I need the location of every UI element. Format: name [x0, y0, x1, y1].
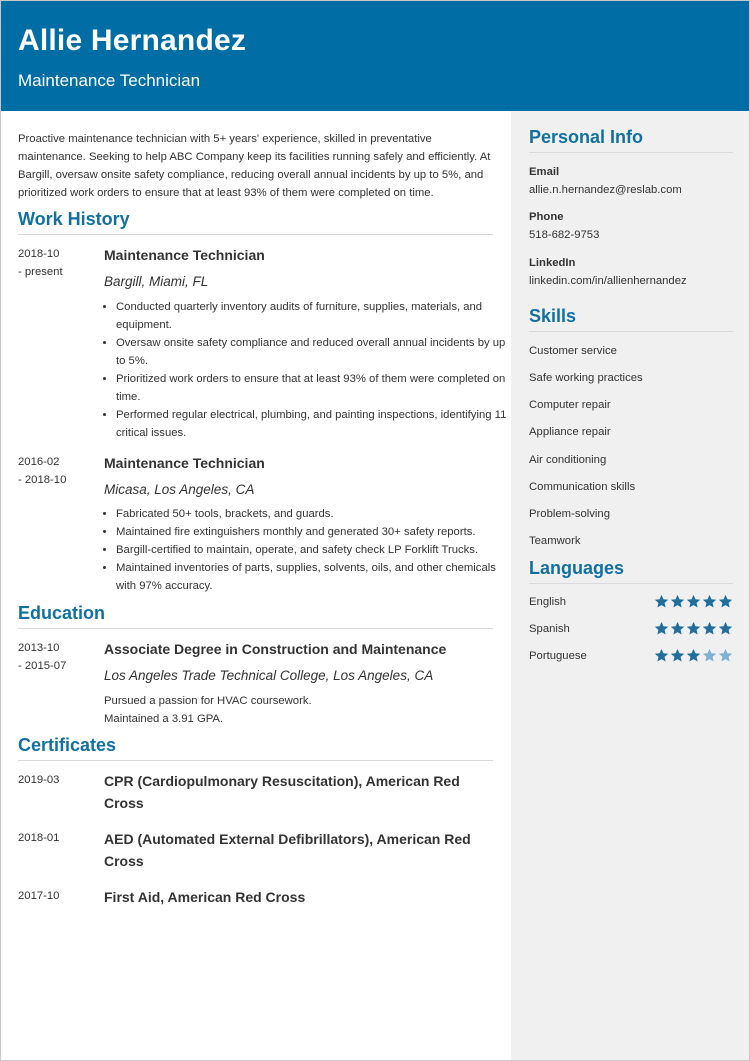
phone-value: 518-682-9753: [529, 229, 600, 241]
star-filled-icon: [718, 594, 733, 609]
skill-item: Appliance repair: [529, 426, 611, 438]
job-bullet: • Fabricated 50+ tools, brackets, and guards.: [116, 505, 508, 523]
certificate-date: 2017-10: [18, 890, 60, 902]
job-bullet: • Maintained inventories of parts, supplies, solvents, oils, and other chemicals with 97% accuracy.: [116, 559, 508, 595]
star-filled-icon: [686, 594, 701, 609]
skill-item: Safe working practices: [529, 372, 643, 384]
language-name: Portuguese: [529, 650, 587, 662]
header-banner: [1, 1, 749, 111]
skill-item: Customer service: [529, 345, 617, 357]
certificate-name: CPR (Cardiopulmonary Resuscitation), American Red Cross: [104, 773, 460, 811]
education-note: Pursued a passion for HVAC coursework.: [104, 695, 312, 707]
candidate-name: Allie Hernandez: [18, 24, 247, 57]
certificate-date: 2019-03: [18, 774, 60, 786]
skill-item: Air conditioning: [529, 454, 607, 466]
language-rating: [654, 648, 733, 663]
job-company: Bargill, Miami, FL: [104, 274, 209, 289]
education-date-end: - 2015-07: [18, 660, 67, 672]
skill-item: Computer repair: [529, 399, 611, 411]
education-heading: Education: [18, 603, 493, 629]
job-bullet: • Conducted quarterly inventory audits of furniture, supplies, materials, and equipment.: [116, 298, 508, 334]
job-bullet: • Bargill-certified to maintain, operate, and safety check LP Forklift Trucks.: [116, 541, 508, 559]
job-bullets: [104, 505, 508, 595]
star-filled-icon: [654, 648, 669, 663]
job-date-end: - present: [18, 266, 63, 278]
sidebar: [511, 111, 749, 1060]
certificates-heading: Certificates: [18, 735, 493, 761]
education-note: Maintained a 3.91 GPA.: [104, 713, 224, 725]
language-rating: [654, 621, 733, 636]
education-date-start: 2013-10: [18, 642, 60, 654]
star-filled-icon: [718, 621, 733, 636]
star-empty-icon: [718, 648, 733, 663]
job-date-start: 2018-10: [18, 248, 60, 260]
skill-item: Problem-solving: [529, 508, 610, 520]
summary-paragraph: Proactive maintenance technician with 5+ years' experience, skilled in preventative maintenance. Seeking to help ABC Company keep its facilities running safely and efficiently. At Bargill, oversaw onsite safety compliance, reducing overall annual incidents by up to 5%, and prioritized work orders to ensure that at least 93% of them were completed on time.: [18, 133, 491, 199]
language-row: [529, 621, 733, 639]
skill-item: Teamwork: [529, 535, 581, 547]
star-filled-icon: [702, 621, 717, 636]
linkedin-value: linkedin.com/in/allienhernandez: [529, 275, 687, 287]
star-filled-icon: [686, 621, 701, 636]
star-filled-icon: [670, 621, 685, 636]
email-label: Email: [529, 166, 560, 178]
work-history-heading: Work History: [18, 209, 493, 235]
star-empty-icon: [702, 648, 717, 663]
personal-info-heading: Personal Info: [529, 127, 733, 153]
education-school: Los Angeles Trade Technical College, Los Angeles, CA: [104, 668, 434, 683]
phone-label: Phone: [529, 211, 564, 223]
linkedin-label: LinkedIn: [529, 257, 576, 269]
language-row: [529, 594, 733, 612]
skills-heading: Skills: [529, 306, 733, 332]
star-filled-icon: [670, 648, 685, 663]
education-degree: Associate Degree in Construction and Maintenance: [104, 641, 447, 657]
star-filled-icon: [654, 621, 669, 636]
language-rating: [654, 594, 733, 609]
star-filled-icon: [670, 594, 685, 609]
certificate-name: First Aid, American Red Cross: [104, 889, 306, 905]
job-company: Micasa, Los Angeles, CA: [104, 482, 255, 497]
job-bullet: • Prioritized work orders to ensure that at least 93% of them were completed on time.: [116, 370, 508, 406]
job-bullet: • Performed regular electrical, plumbing, and painting inspections, identifying 11 critical issues.: [116, 406, 508, 442]
star-filled-icon: [686, 648, 701, 663]
language-name: English: [529, 596, 567, 608]
job-date-start: 2016-02: [18, 456, 60, 468]
language-row: [529, 648, 733, 666]
job-date-end: - 2018-10: [18, 474, 67, 486]
star-filled-icon: [654, 594, 669, 609]
job-bullets: [104, 298, 508, 442]
job-title: Maintenance Technician: [104, 247, 265, 263]
skill-item: Communication skills: [529, 481, 636, 493]
star-filled-icon: [702, 594, 717, 609]
languages-heading: Languages: [529, 558, 733, 584]
email-value: allie.n.hernandez@reslab.com: [529, 184, 682, 196]
language-name: Spanish: [529, 623, 570, 635]
job-title: Maintenance Technician: [104, 455, 265, 471]
job-bullet: • Oversaw onsite safety compliance and reduced overall annual incidents by up to 5%.: [116, 334, 508, 370]
certificate-date: 2018-01: [18, 832, 60, 844]
candidate-title: Maintenance Technician: [18, 71, 201, 90]
job-bullet: • Maintained fire extinguishers monthly and generated 30+ safety reports.: [116, 523, 508, 541]
certificate-name: AED (Automated External Defibrillators), American Red Cross: [104, 831, 471, 869]
